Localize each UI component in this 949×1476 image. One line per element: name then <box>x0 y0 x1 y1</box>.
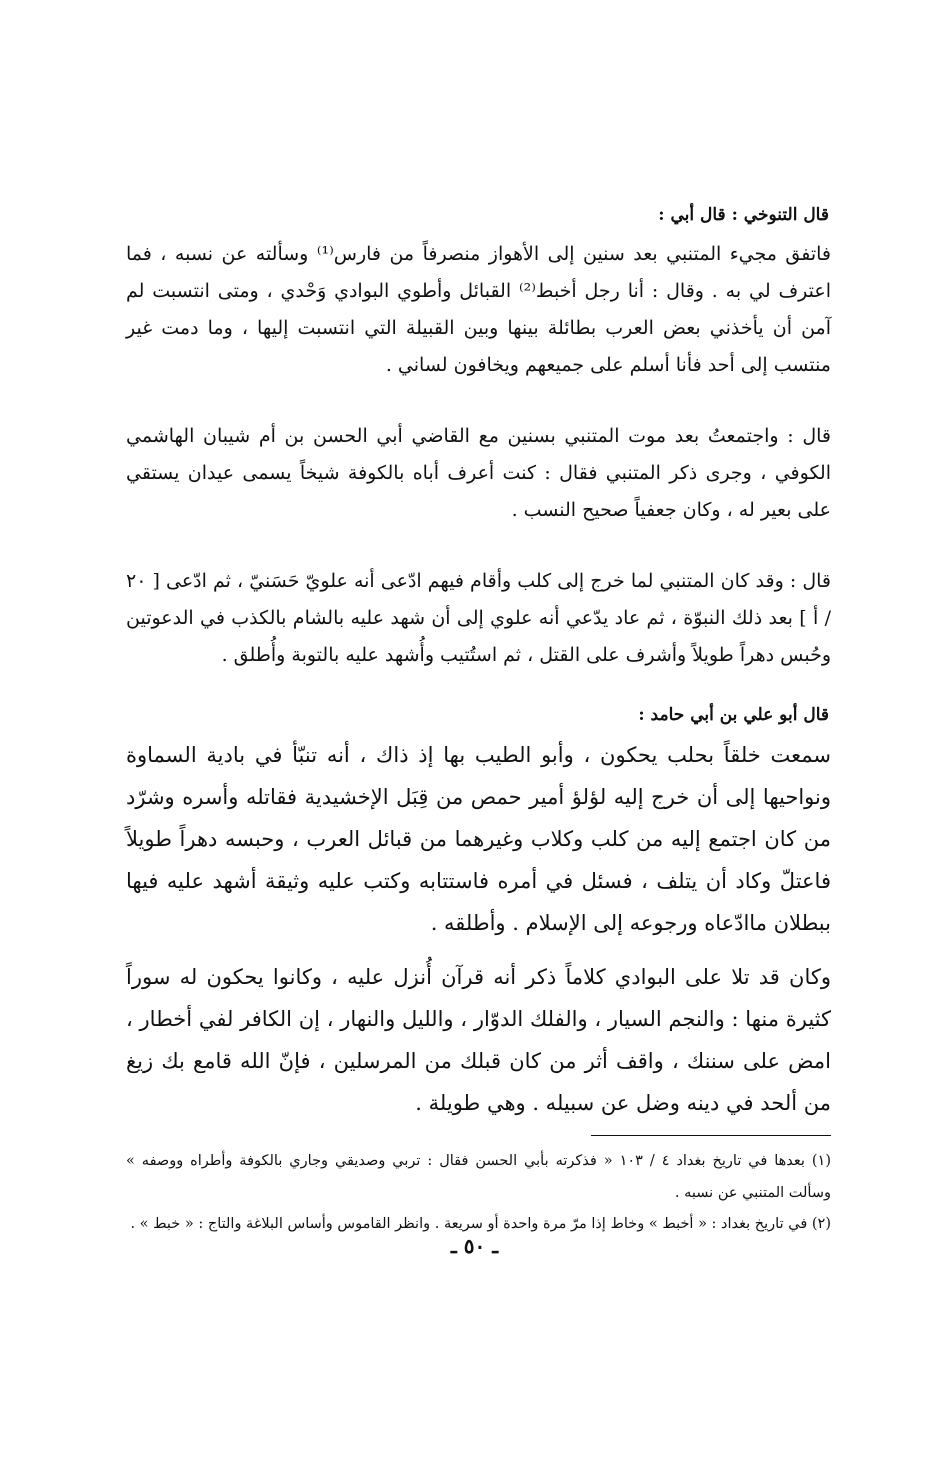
page-number: ـ ٥٠ ـ <box>450 1234 499 1258</box>
paragraph <box>126 236 831 384</box>
paragraph-text: قال : واجتمعتُ بعد موت المتنبي بسنين مع القاضي أبي الحسن بن أم شيبان الهاشمي الكوفي ، وجرى ذكر المتنبي فقال : كنت أعرف أباه بالكوفة شيخاً يسمى عيدان يستقي على بعير له ، وكان جعفياً صحيح النسب . <box>126 425 831 521</box>
paragraph <box>126 418 831 529</box>
paragraph <box>126 734 831 944</box>
section-heading: قال التنوخي : قال أبي : <box>658 205 829 225</box>
paragraph <box>126 956 831 1124</box>
paragraph-text: فاتفق مجيء المتنبي بعد سنين إلى الأهواز منصرفاً من فارس⁽¹⁾ وسألته عن نسبه ، فما اعترف لي به . وقال : أنا رجل أخبط⁽²⁾ القبائل وأطوي البوادي وَحْدي ، ومتى انتسبت لم آمن أن يأخذني بعض العرب بطائلة بينها وبين القبيلة التي انتسبت إليها ، وما دمت غير منتسب إلى أحد فأنا أسلم على جميعهم ويخافون لساني . <box>126 243 832 376</box>
footnote: (٢) في تاريخ بغداد : « أخبط » وخاط إذا مرّ مرة واحدة أو سريعة . وانظر القاموس وأساس البلاغة والتاج : « خبط » . <box>130 1216 831 1232</box>
paragraph-text: وكان قد تلا على البوادي كلاماً ذكر أنه قرآن أُنزل عليه ، وكانوا يحكون له سوراً كثيرة منها : والنجم السيار ، والفلك الدوّار ، والليل والنهار ، إن الكافر لفي أخطار ، امض على سننك ، واقف أثر من كان قبلك من المرسلين ، فإنّ الله قامع بك زيغ من ألحد في دينه وضل عن سبيله . وهي طويلة . <box>126 965 831 1115</box>
footnote-separator <box>591 1135 831 1136</box>
footnote: (١) بعدها في تاريخ بغداد ٤ / ١٠٣ « فذكرته بأبي الحسن فقال : تربي وصديقي وجاري بالكوفة وأطراه ووصفه » وسألت المتنبي عن نسبه . <box>126 1153 832 1201</box>
section-heading: قال أبو علي بن أبي حامد : <box>638 705 829 725</box>
paragraph-text: سمعت خلقاً بحلب يحكون ، وأبو الطيب بها إذ ذاك ، أنه تنبّأ في بادية السماوة ونواحيها إلى أن خرج إليه لؤلؤ أمير حمص من قِبَل الإخشيدية فقاتله وأسره وشرّد من كان اجتمع إليه من كلب وكلاب وغيرهما من قبائل العرب ، وحبسه دهراً طويلاً فاعتلّ وكاد أن يتلف ، فسئل في أمره فاستتابه وكتب عليه وثيقة أشهد عليه فيها ببطلان ماادّعاه ورجوعه إلى الإسلام . وأطلقه . <box>126 743 831 935</box>
paragraph-text: قال : وقد كان المتنبي لما خرج إلى كلب وأقام فيهم ادّعى أنه علويّ حَسَنيّ ، ثم ادّعى [ ٢٠ / أ ] بعد ذلك النبوّة ، ثم عاد يدّعي أنه علوي إلى أن شهد عليه بالشام بالكذب في الدعوتين وحُبس دهراً طويلاً وأشرف على القتل ، ثم استُتيب وأُشهد عليه بالتوبة وأُطلق . <box>126 570 831 666</box>
paragraph <box>126 563 831 674</box>
